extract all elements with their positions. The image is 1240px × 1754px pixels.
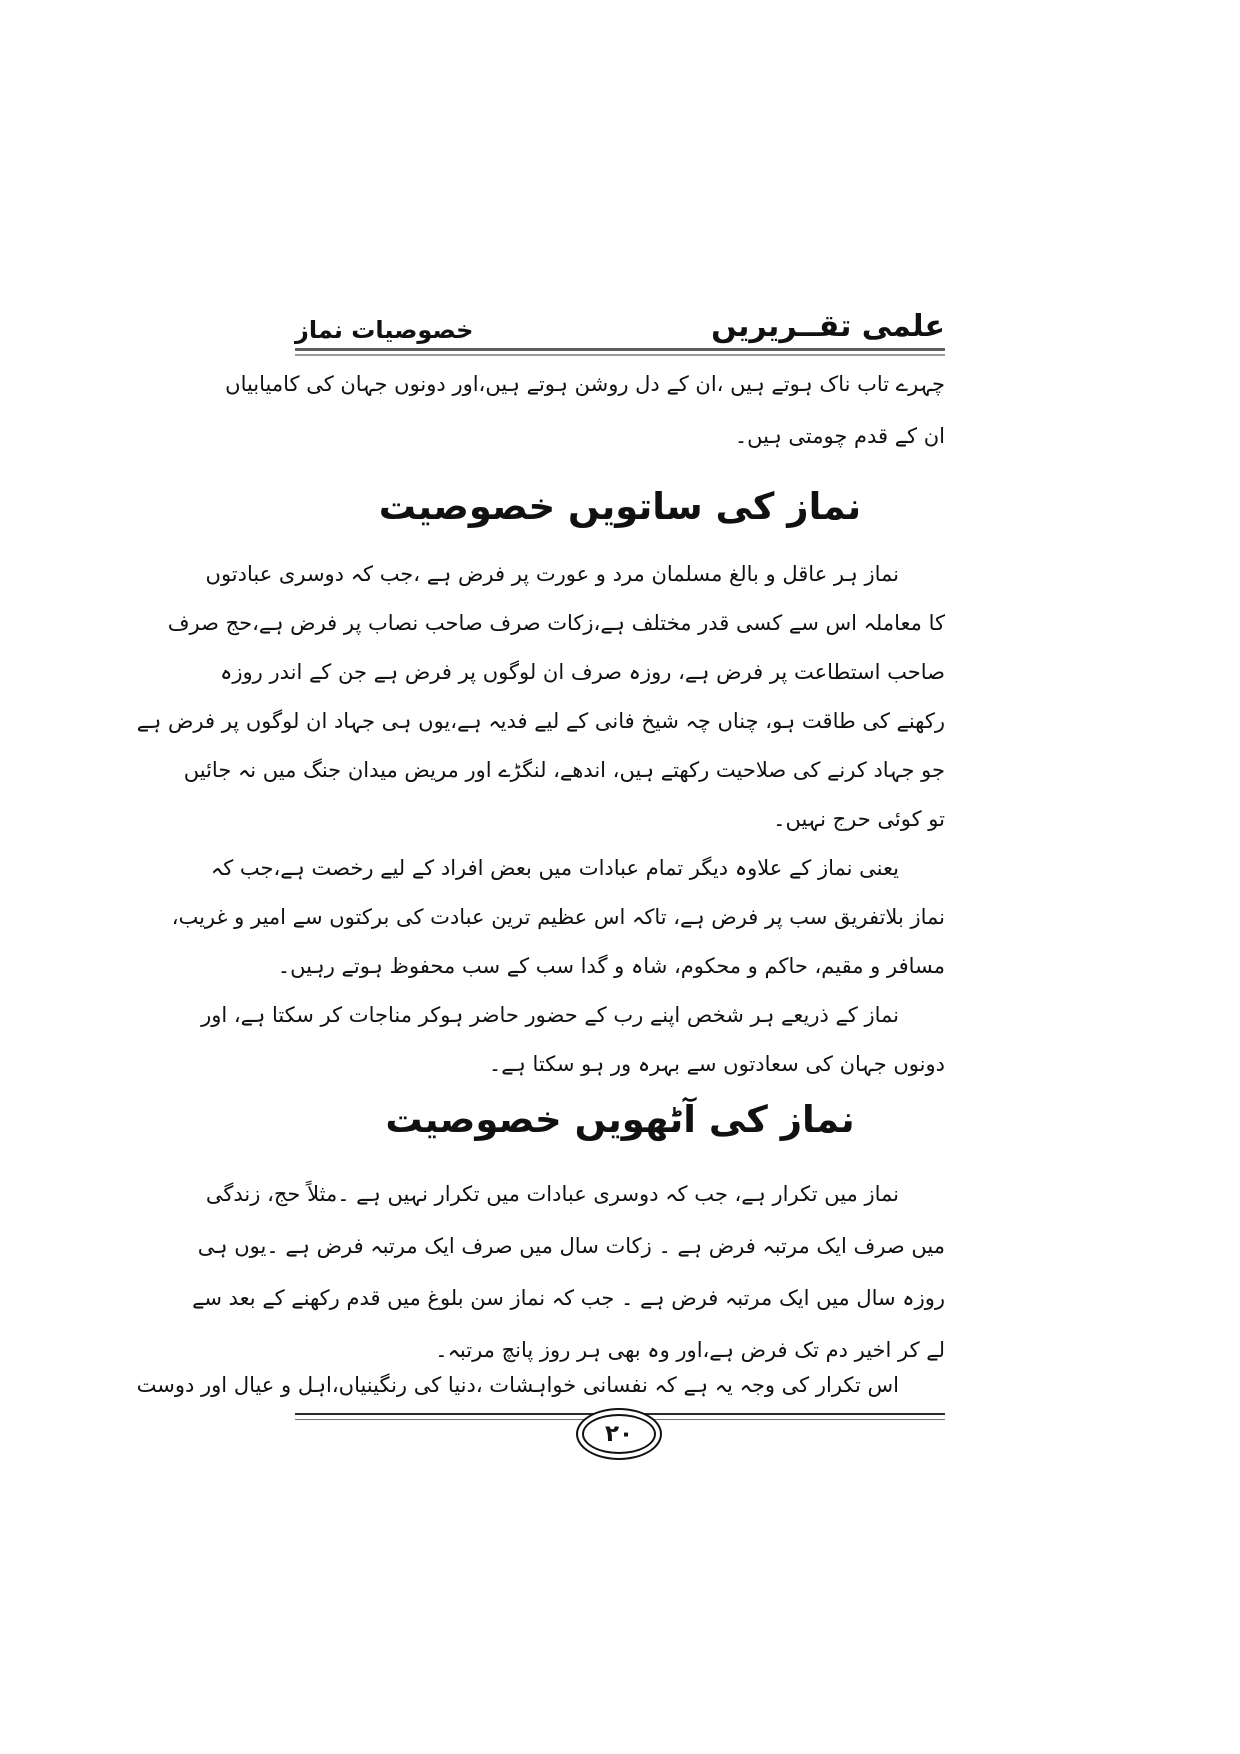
text-line: نماز میں تکرار ہے، جب کہ دوسری عبادات میں تکرار نہیں ہے ۔مثلاً حج، زندگی — [205, 1182, 899, 1206]
text-line: یعنی نماز کے علاوہ دیگر تمام عبادات میں بعض افراد کے لیے رخصت ہے،جب کہ — [210, 856, 899, 880]
header-divider-rule — [295, 348, 945, 356]
page-number-inner-ring — [582, 1414, 656, 1454]
paragraph-intro — [225, 358, 945, 462]
text-line: نماز بلاتفریق سب پر فرض ہے، تاکہ اس عظیم ترین عبادت کی برکتوں سے امیر و غریب، — [171, 905, 945, 929]
text-line: میں صرف ایک مرتبہ فرض ہے ۔ زکات سال میں صرف ایک مرتبہ فرض ہے ۔یوں ہی — [197, 1234, 945, 1258]
section-eighth-last-line — [136, 1360, 945, 1410]
text-line: دونوں جہان کی سعادتوں سے بہرہ ور ہو سکتا ہے۔ — [488, 1052, 945, 1076]
text-line: نماز ہر عاقل و بالغ مسلمان مرد و عورت پر فرض ہے ،جب کہ دوسری عبادتوں — [205, 562, 899, 586]
section-seventh-body — [136, 550, 945, 1089]
section-eighth-body — [192, 1168, 945, 1376]
page-number-badge — [576, 1408, 662, 1460]
page-header — [295, 286, 945, 344]
text-line: رکھنے کی طاقت ہو، چناں چہ شیخ فانی کے لیے فدیہ ہے،یوں ہی جہاد ان لوگوں پر فرض ہے — [136, 709, 945, 733]
section-heading-seventh: نماز کی ساتویں خصوصیت — [378, 485, 862, 528]
text-line: چہرے تاب ناک ہوتے ہیں ،ان کے دل روشن ہوتے ہیں،اور دونوں جہان کی کامیابیاں — [225, 372, 945, 396]
text-line: کا معاملہ اس سے کسی قدر مختلف ہے،زکات صرف صاحب نصاب پر فرض ہے،حج صرف — [167, 611, 945, 635]
text-line: مسافر و مقیم، حاکم و محکوم، شاہ و گدا سب کے سب محفوظ ہوتے رہیں۔ — [277, 954, 945, 978]
header-title-right: علمی تقــریریں — [711, 309, 945, 344]
text-line: تو کوئی حرج نہیں۔ — [773, 807, 945, 831]
section-heading-eighth: نماز کی آٹھویں خصوصیت — [385, 1098, 855, 1141]
text-line: نماز کے ذریعے ہر شخص اپنے رب کے حضور حاضر ہوکر مناجات کر سکتا ہے، اور — [201, 1003, 899, 1027]
text-line: روزہ سال میں ایک مرتبہ فرض ہے ۔ جب کہ نماز سن بلوغ میں قدم رکھنے کے بعد سے — [192, 1286, 945, 1310]
text-line: ان کے قدم چومتی ہیں۔ — [734, 424, 945, 448]
page-number: ۲۰ — [604, 1420, 634, 1447]
header-title-left: خصوصیات نماز — [295, 316, 474, 344]
text-line: صاحب استطاعت پر فرض ہے، روزہ صرف ان لوگوں پر فرض ہے جن کے اندر روزہ — [220, 660, 945, 684]
text-line: اس تکرار کی وجہ یہ ہے کہ نفسانی خواہشات ،دنیا کی رنگینیاں،اہل و عیال اور دوست — [136, 1373, 899, 1397]
text-line: لے کر اخیر دم تک فرض ہے،اور وہ بھی ہر روز پانچ مرتبہ۔ — [435, 1338, 945, 1362]
text-line: جو جہاد کرنے کی صلاحیت رکھتے ہیں، اندھے، لنگڑے اور مریض میدان جنگ میں نہ جائیں — [183, 758, 945, 782]
